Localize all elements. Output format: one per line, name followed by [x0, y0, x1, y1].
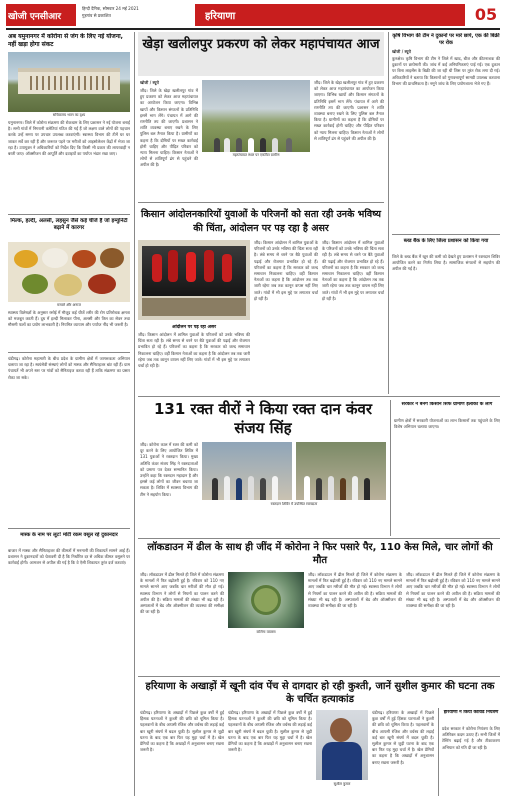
page-number: 05: [474, 5, 498, 24]
byline-a5: खोजी / ब्यूरो: [140, 80, 159, 85]
mahapanchayat-photo: [202, 80, 310, 152]
blood-camp-photo-2: [296, 442, 386, 500]
headline-a9: 131 रक्त वीरों ने किया रक्त दान कंवर संजय सिंह: [153, 400, 373, 437]
byline-a7: खोजी / ब्यूरो: [392, 49, 411, 54]
body-a6-cont: जींद। किसान आंदोलन में शामिल युवाओं के परिजनों को उनके भविष्य की चिंता सता रही है। लंबे समय से धरने पर बैठे युवाओं की पढ़ाई और रोजगार प्रभावित हो रहे हैं। परिजनों का कहना है कि सरकार को जल्द समाधान निकालना चाहिए। वहीं किसान नेताओं का कहना है कि आंदोलन तब तक जारी रहेगा जब तक कानून वापस नहीं लिए जाते। गांवों में भी इस मुद्दे पर लगातार चर्चा हो रही है।: [322, 240, 384, 301]
caption-spices: मसाले और अनाज: [57, 303, 81, 307]
body-a8: जिले के ब्लड बैंक में खून की कमी को देखते हुए प्रशासन ने रक्तदान शिविर आयोजित करने का निर्णय लिया है। सामाजिक संगठनों से सहयोग की अपील की गई है।: [392, 254, 500, 272]
headline-a4: मास्क के नाम पर लूट! मोटी रकम वसूल रहे दुकानदार: [20, 532, 118, 538]
body-a11-cont2: जींद। लॉकडाउन में ढील मिलते ही जिले में कोरोना संक्रमण के मामलों में फिर बढ़ोतरी हुई है। रविवार को 110 नए मामले सामने आए जबकि चार मरीजों की मौत हो गई। स्वास्थ्य विभाग ने लोगों से नियमों का पालन करने की अपील की है। सक्रिय मामलों की संख्या भी बढ़ रही है। अस्पतालों में बेड और ऑक्सीजन की व्यवस्था की समीक्षा की जा रही है।: [406, 572, 500, 609]
body-a12-cont: चंडीगढ़। हरियाणा के अखाड़ों में पिछले कुछ वर्षों में हुई हिंसक घटनाओं ने कुश्ती की छवि को धूमिल किया है। पहलवानों के बीच आपसी रंजिश और वर्चस्व की लड़ाई कई बार खूनी संघर्ष में बदल चुकी है। सुशील कुमार से जुड़ी घटना के बाद एक बार फिर यह मुद्दा चर्चा में है। खेल प्रेमियों का कहना है कि अखाड़ों में अनुशासन बनाए रखना जरूरी है।: [228, 710, 312, 753]
sushil-kumar-photo: [316, 710, 368, 780]
headline-a13: हरियाणा ने किया कोविड नियंत्रण: [443, 710, 499, 715]
farmers-photo: [138, 240, 250, 320]
body-a12-cont2: चंडीगढ़। हरियाणा के अखाड़ों में पिछले कुछ वर्षों में हुई हिंसक घटनाओं ने कुश्ती की छवि को धूमिल किया है। पहलवानों के बीच आपसी रंजिश और वर्चस्व की लड़ाई कई बार खूनी संघर्ष में बदल चुकी है। सुशील कुमार से जुड़ी घटना के बाद एक बार फिर यह मुद्दा चर्चा में है। खेल प्रेमियों का कहना है कि अखाड़ों में अनुशासन बनाए रखना जरूरी है।: [372, 710, 434, 765]
body-a2: स्वास्थ्य विशेषज्ञों के अनुसार रसोई में मौजूद कई चीजें शरीर की रोग प्रतिरोधक क्षमता को मजबूत करती हैं। दूध में हल्दी मिलाकर पीना, अलसी और तिल का सेवन तथा मौसमी फलों का प्रयोग लाभकारी है। नियमित व्यायाम और पर्याप्त नींद भी जरूरी है।: [8, 310, 130, 328]
body-a13: प्रदेश सरकार ने कोरोना नियंत्रण के लिए अतिरिक्त कदम उठाए हैं। सभी जिलों में टेस्टिंग बढ़ाई गई है और टीकाकरण अभियान को गति दी जा रही है।: [442, 726, 500, 750]
body-a12: चंडीगढ़। हरियाणा के अखाड़ों में पिछले कुछ वर्षों में हुई हिंसक घटनाओं ने कुश्ती की छवि को धूमिल किया है। पहलवानों के बीच आपसी रंजिश और वर्चस्व की लड़ाई कई बार खूनी संघर्ष में बदल चुकी है। सुशील कुमार से जुड़ी घटना के बाद एक बार फिर यह मुद्दा चर्चा में है। खेल प्रेमियों का कहना है कि अखाड़ों में अनुशासन बनाए रखना जरूरी है।: [140, 710, 224, 753]
section-title: हरियाणा: [205, 11, 236, 22]
building-photo: [8, 52, 130, 112]
headline-a10: सरकार ने बनेंगे किसान सिर्फ ग्रामीण इलाकों के लोग: [401, 402, 493, 407]
body-a6-side: जींद। किसान आंदोलन में शामिल युवाओं के परिजनों को उनके भविष्य की चिंता सता रही है। लंबे समय से धरने पर बैठे युवाओं की पढ़ाई और रोजगार प्रभावित हो रहे हैं। परिजनों का कहना है कि सरकार को जल्द समाधान निकालना चाहिए। वहीं किसान नेताओं का कहना है कि आंदोलन तब तक जारी रहेगा जब तक कानून वापस नहीं लिए जाते। गांवों में भी इस मुद्दे पर लगातार चर्चा हो रही है।: [138, 332, 250, 369]
body-a7: कुरुक्षेत्र। कृषि विभाग की टीम ने जिले में खाद, बीज और कीटनाशक की दुकानों पर छापेमारी की। जांच में कई अनियमितताएं पाई गईं। एक दुकान पर बिना लाइसेंस के बिक्री की जा रही थी जिस पर तुरंत रोक लगा दी गई। अधिकारियों ने बताया कि किसानों को गुणवत्तापूर्ण सामग्री उपलब्ध करवाना विभाग की प्राथमिकता है। नमूने जांच के लिए प्रयोगशाला भेजे गए हैं।: [392, 56, 500, 86]
caption-virus: कोरोना वायरस: [256, 630, 276, 634]
body-a10: ग्रामीण क्षेत्रों में सरकारी योजनाओं का लाभ किसानों तक पहुंचाने के लिए विशेष अभियान चलाया जाएगा।: [394, 418, 500, 430]
headline-a6: किसान आंदोलनकारियों युवाओं के परिजनों को सता रही उनके भविष्य की चिंता, आंदोलन पर पड़ रहा है असर: [141, 209, 381, 234]
body-a5: जींद। जिले के खेड़ा खलीलपुर गांव में हुए प्रकरण को लेकर आज महापंचायत का आयोजन किया जाएगा। विभिन्न खापों और किसान संगठनों के प्रतिनिधि इसमें भाग लेंगे। पंचायत में आगे की रणनीति तय की जाएगी। प्रशासन ने शांति व्यवस्था बनाए रखने के लिए पुलिस बल तैनात किया है। ग्रामीणों का कहना है कि दोषियों पर सख्त कार्रवाई होनी चाहिए और पीड़ित परिवार को न्याय मिलना चाहिए। किसान नेताओं ने लोगों से शांतिपूर्ण ढंग से पहुंचने की अपील की है।: [140, 88, 198, 168]
subhead-a6: आंदोलन पर पड़ रहा असर: [172, 325, 216, 330]
caption-panchayat: महापंचायत स्थल पर एकत्रित ग्रामीण: [232, 153, 280, 157]
headline-a12: हरियाणा के अखाड़ों में खूनी दांव पेंच से दागदार हो रही कुश्ती, जानें सुशील कुमार की घटना तक के चर्चित हत्याकांड: [145, 681, 495, 705]
headline-a1: अब यमुनानगर में कोरोना से जंग के लिए नई योजना, नहीं खड़ा होगा संकट: [8, 33, 123, 48]
body-a3: चंडीगढ़। कोरोना महामारी के बीच प्रदेश के ग्रामीण क्षेत्रों में जागरूकता अभियान चलाया जा रहा है। स्वयंसेवी संस्थाएं लोगों को मास्क और सैनिटाइजर बांट रही हैं। ग्राम पंचायतें भी अपने स्तर पर गांवों को सैनिटाइज करवा रही हैं ताकि संक्रमण का प्रसार रोका जा सके।: [8, 356, 130, 380]
headline-a2: मिल्क, हल्दी, अलसी, लहसुन जैसे कई चीजें हैं जो इम्युनिटी बढ़ाने में कारगर: [10, 218, 128, 231]
body-a9: जींद। कोरोना काल में रक्त की कमी को दूर करने के लिए आयोजित शिविर में 131 युवाओं ने रक्तदान किया। मुख्य अतिथि कंवर संजय सिंह ने रक्तदाताओं को प्रमाण पत्र देकर सम्मानित किया। उन्होंने कहा कि रक्तदान महादान है और इससे कई लोगों का जीवन बचाया जा सकता है। शिविर में स्वास्थ्य विभाग की टीम ने सहयोग किया।: [140, 442, 198, 497]
spices-photo: [8, 242, 130, 302]
blood-camp-photo-1: [202, 442, 292, 500]
caption-blood-camp: रक्तदान शिविर में उपस्थित रक्तदाता: [270, 502, 318, 506]
body-a5-cont: जींद। जिले के खेड़ा खलीलपुर गांव में हुए प्रकरण को लेकर आज महापंचायत का आयोजन किया जाएगा। विभिन्न खापों और किसान संगठनों के प्रतिनिधि इसमें भाग लेंगे। पंचायत में आगे की रणनीति तय की जाएगी। प्रशासन ने शांति व्यवस्था बनाए रखने के लिए पुलिस बल तैनात किया है। ग्रामीणों का कहना है कि दोषियों पर सख्त कार्रवाई होनी चाहिए और पीड़ित परिवार को न्याय मिलना चाहिए। किसान नेताओं ने लोगों से शांतिपूर्ण ढंग से पहुंचने की अपील की है।: [314, 80, 384, 141]
date-line: हिन्दी दैनिक, सोमवार 24 मई 2021: [82, 6, 139, 11]
headline-a7: कृषि विभाग की टीम ने दुकानों पर मारे छापे, एक की बिक्री पर रोक: [392, 33, 500, 46]
headline-a8: ब्लड बैंक के लिए जिला प्रशासन को किया गया: [403, 238, 489, 244]
body-a11: जींद। लॉकडाउन में ढील मिलते ही जिले में कोरोना संक्रमण के मामलों में फिर बढ़ोतरी हुई है। रविवार को 110 नए मामले सामने आए जबकि चार मरीजों की मौत हो गई। स्वास्थ्य विभाग ने लोगों से नियमों का पालन करने की अपील की है। सक्रिय मामलों की संख्या भी बढ़ रही है। अस्पतालों में बेड और ऑक्सीजन की व्यवस्था की समीक्षा की जा रही है।: [140, 572, 224, 615]
brand-name: खोजी एनसीआर: [8, 12, 62, 22]
headline-a11: लॉकडाउन में ढील के साथ ही जींद में कोरोना ने फिर पसारे पैर, 110 केस मिले, चार लोगों की मौत: [147, 542, 493, 566]
body-a6: जींद। किसान आंदोलन में शामिल युवाओं के परिजनों को उनके भविष्य की चिंता सता रही है। लंबे समय से धरने पर बैठे युवाओं की पढ़ाई और रोजगार प्रभावित हो रहे हैं। परिजनों का कहना है कि सरकार को जल्द समाधान निकालना चाहिए। वहीं किसान नेताओं का कहना है कि आंदोलन तब तक जारी रहेगा जब तक कानून वापस नहीं लिए जाते। गांवों में भी इस मुद्दे पर लगातार चर्चा हो रही है।: [254, 240, 318, 301]
headline-a5: खेड़ा खलीलपुर प्रकरण को लेकर महापंचायत आज: [142, 37, 380, 52]
body-a1: यमुनानगर। जिले में कोरोना संक्रमण की रोकथाम के लिए प्रशासन ने नई योजना बनाई है। सभी गांवों में निगरानी कमेटियां गठित की गई हैं जो लक्षण वाले लोगों की पहचान करके उन्हें समय पर उपचार उपलब्ध करवाएंगी। स्वास्थ्य विभाग की टीमें घर घर जाकर सर्वे कर रही हैं और जरूरत पड़ने पर मरीजों को आइसोलेशन केंद्रों में भेजा जा रहा है। उपायुक्त ने अधिकारियों को निर्देश दिए कि किसी भी प्रकार की लापरवाही न बरती जाए। ऑक्सीजन की आपूर्ति और दवाइयों का पर्याप्त भंडार रखा जाए।: [8, 120, 130, 157]
date-line-2: गुड़गांव से प्रकाशित: [82, 13, 111, 18]
body-a11-cont: जींद। लॉकडाउन में ढील मिलते ही जिले में कोरोना संक्रमण के मामलों में फिर बढ़ोतरी हुई है। रविवार को 110 नए मामले सामने आए जबकि चार मरीजों की मौत हो गई। स्वास्थ्य विभाग ने लोगों से नियमों का पालन करने की अपील की है। सक्रिय मामलों की संख्या भी बढ़ रही है। अस्पतालों में बेड और ऑक्सीजन की व्यवस्था की समीक्षा की जा रही है।: [308, 572, 402, 609]
virus-photo: [228, 572, 304, 628]
masthead-divider: [6, 28, 500, 30]
body-a4: बाजार में मास्क और सैनिटाइजर की कीमतों में मनमानी की शिकायतें सामने आई हैं। प्रशासन ने दुकानदारों को चेतावनी दी है कि निर्धारित दर से अधिक कीमत वसूलने पर कार्रवाई होगी। आमजन से अपील की गई है कि वे ऐसी शिकायत तुरंत दर्ज करवाएं।: [8, 548, 130, 566]
caption-building: सचिवालय भवन का दृश्य: [52, 113, 86, 117]
caption-sushil: सुशील कुमार: [333, 782, 351, 786]
